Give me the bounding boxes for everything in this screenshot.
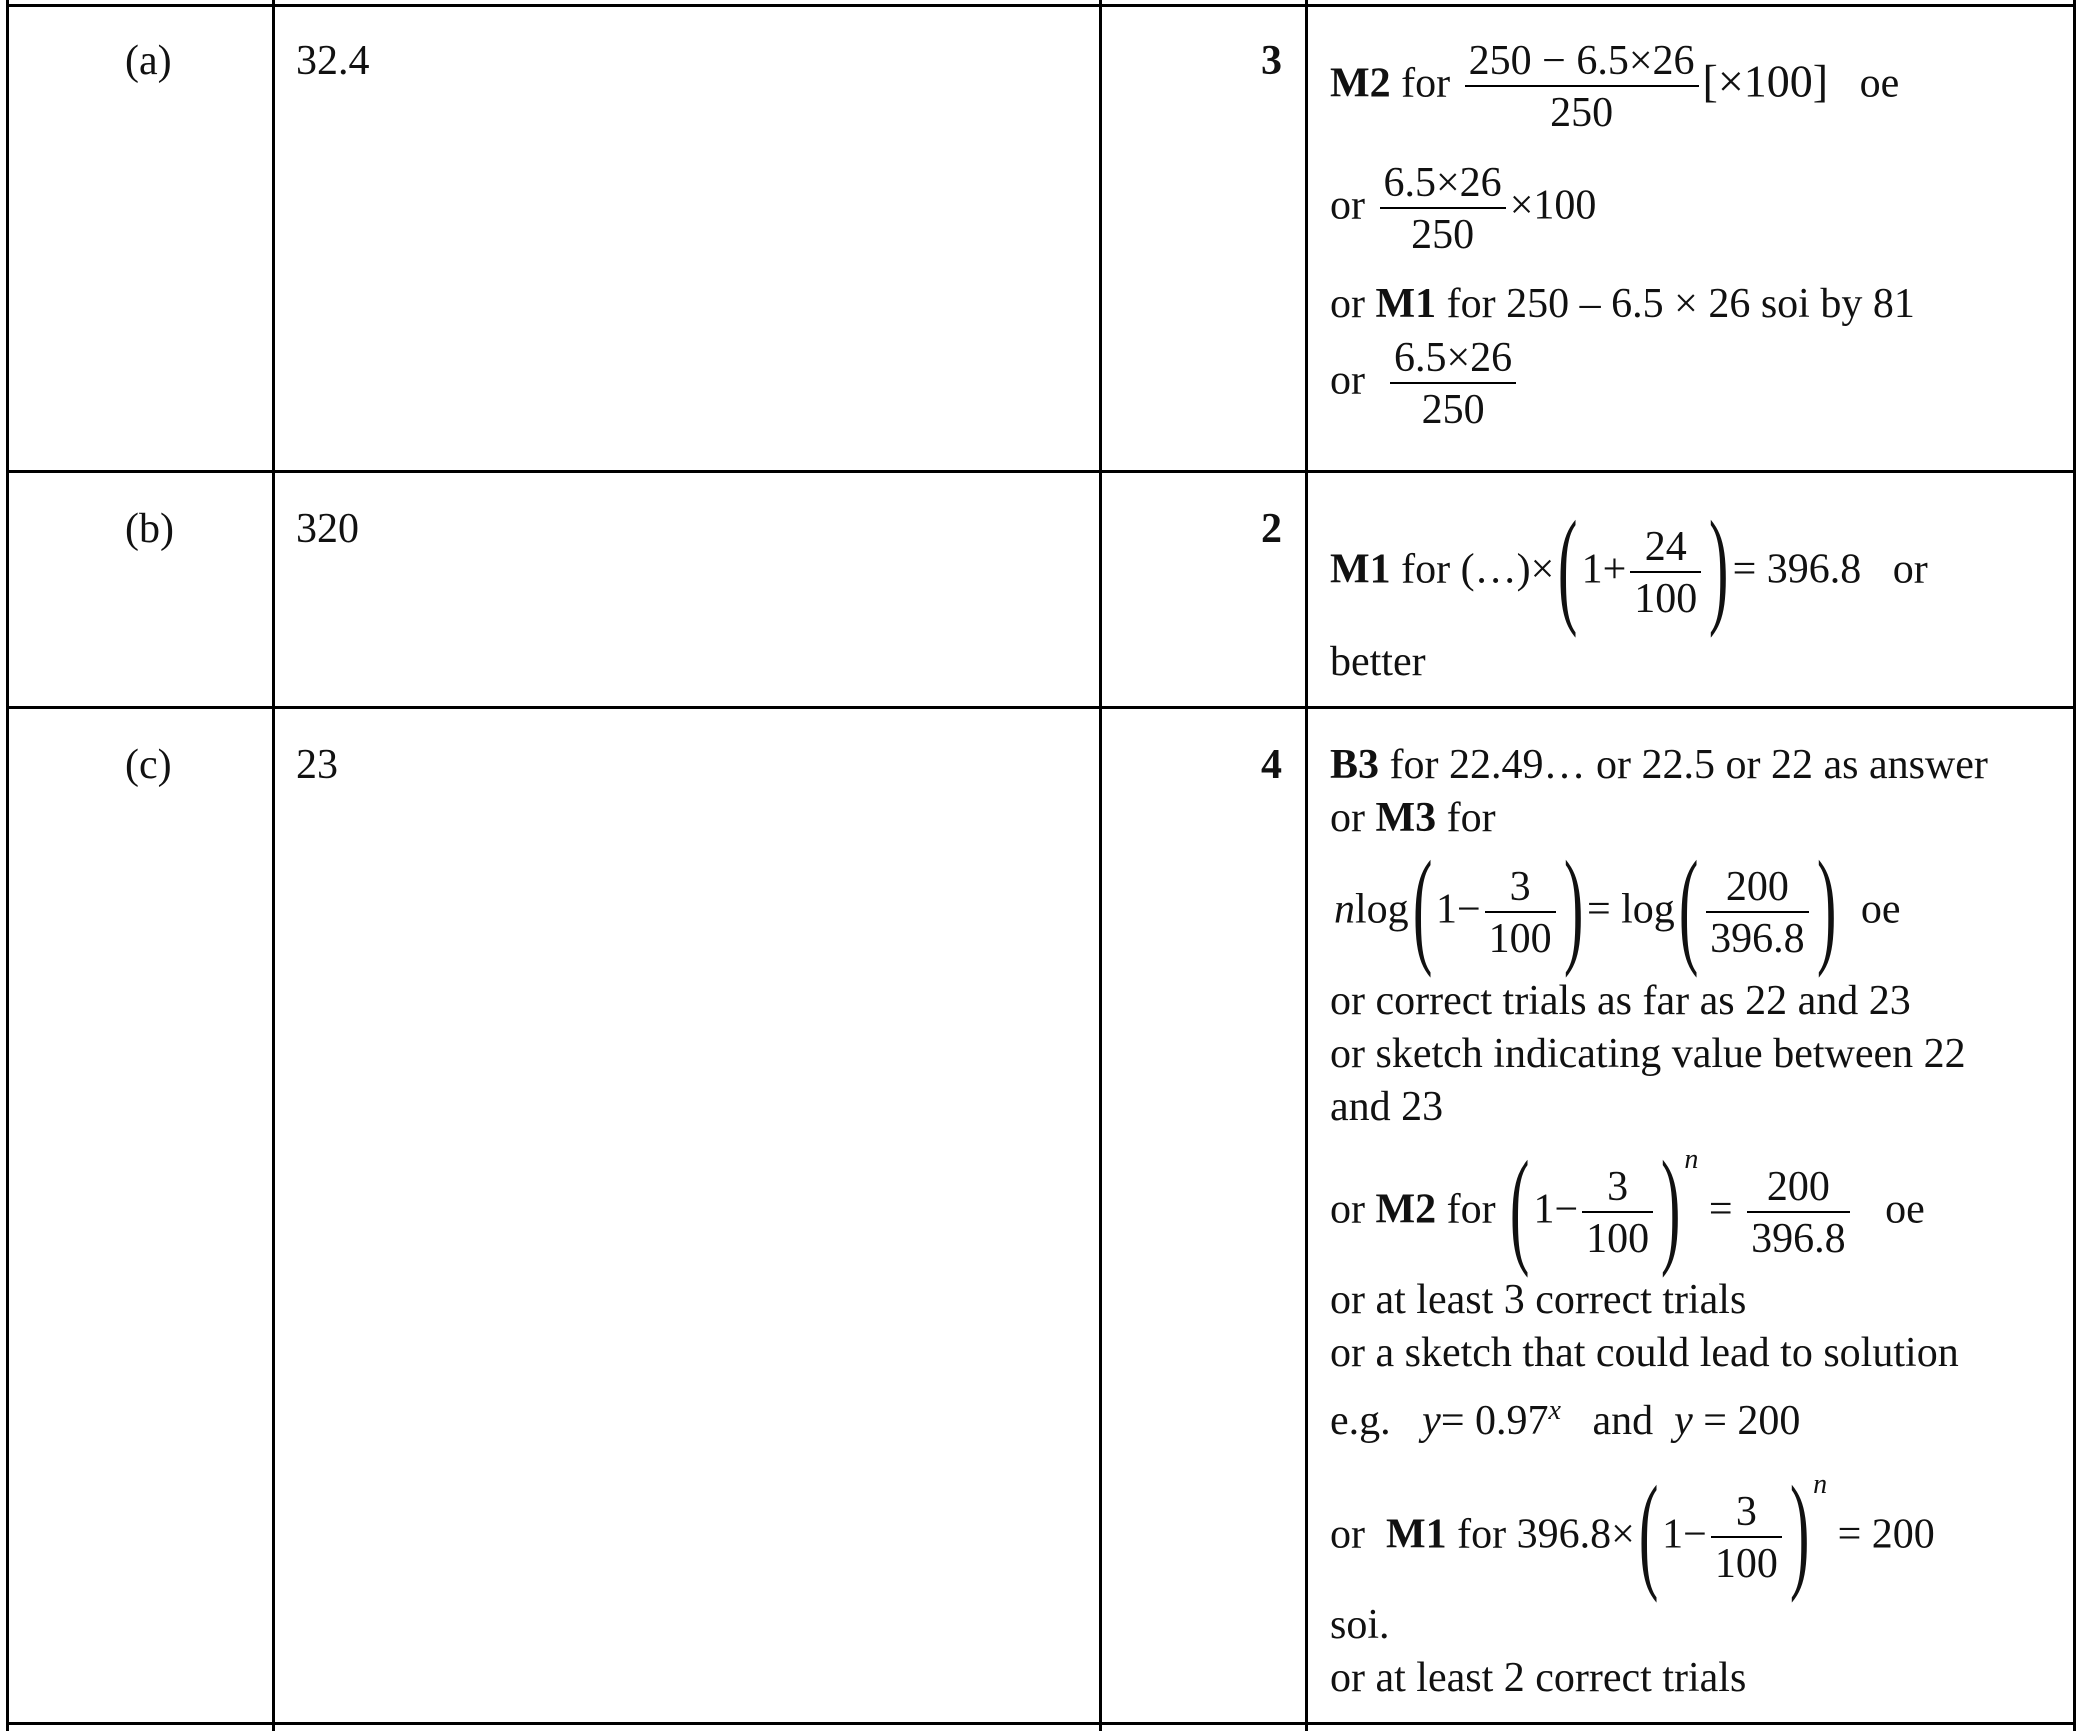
answer-cell: 32.4 — [296, 38, 370, 84]
guidance-line: or sketch indicating value between 22 — [1330, 1031, 1966, 1077]
column-divider-3 — [1305, 0, 1308, 1731]
guidance-line: or $\frac{6.5\times 26}{250}$ — [1330, 337, 1520, 431]
column-divider-2 — [1099, 0, 1102, 1731]
guidance-line: or a sketch that could lead to solution — [1330, 1330, 1959, 1376]
marks-cell: 4 — [1261, 742, 1282, 788]
guidance-line: or M1 for 396.8×(1− $\frac{3}{100}$ ) $^n$ = 200 — [1330, 1460, 1935, 1604]
guidance-line: or at least 3 correct trials — [1330, 1277, 1747, 1323]
fraction: $\frac{3}{100}$ — [1582, 1166, 1653, 1260]
part-label: (b) — [125, 506, 174, 552]
guidance-line: nlog(1− $\frac{3}{100}$ )= log( $\frac{200}{396.8}$ ) oe — [1334, 835, 1901, 979]
row-border-top — [6, 4, 2076, 7]
fraction: $\frac{24}{100}$ — [1630, 526, 1701, 620]
table-border-right — [2073, 0, 2076, 1731]
marks-cell: 2 — [1261, 506, 1282, 552]
guidance-line: e.g. $y= 0.97^x$ and y = 200 — [1330, 1395, 1801, 1444]
row-border-b-c — [6, 706, 2076, 709]
guidance-line: or at least 2 correct trials — [1330, 1655, 1747, 1701]
guidance-line: and 23 — [1330, 1084, 1444, 1130]
fraction: $\frac{200}{396.8}$ — [1747, 1166, 1850, 1260]
guidance-line: or $\frac{6.5\times 26}{250}$ ×100 — [1330, 160, 1597, 258]
answer-cell: 23 — [296, 742, 338, 788]
part-label: (c) — [125, 742, 172, 788]
guidance-line: or M2 for (1− $\frac{3}{100}$ ) $^n$ = $\frac{200}{396.8}$ oe — [1330, 1135, 1925, 1279]
guidance-line: B3 for 22.49… or 22.5 or 22 as answer — [1330, 742, 1988, 788]
part-label: (a) — [125, 38, 172, 84]
fraction: $\frac{6.5\times 26}{250}$ — [1380, 162, 1506, 256]
guidance-line: or correct trials as far as 22 and 23 — [1330, 978, 1911, 1024]
table-border-left — [6, 0, 9, 1731]
guidance-line: better — [1330, 639, 1426, 685]
guidance-line: or M3 for — [1330, 795, 1496, 841]
column-divider-1 — [272, 0, 275, 1731]
marks-cell: 3 — [1261, 38, 1282, 84]
guidance-line: or M1 for 250 – 6.5 × 26 soi by 81 — [1330, 281, 1915, 327]
row-border-bottom — [6, 1722, 2076, 1725]
guidance-line: M1 for (…)×(1+ $\frac{24}{100}$ )= 396.8 or — [1330, 495, 1928, 639]
row-border-a-b — [6, 470, 2076, 473]
answer-cell: 320 — [296, 506, 359, 552]
guidance-line: soi. — [1330, 1602, 1390, 1648]
fraction: $\frac{3}{100}$ — [1485, 866, 1556, 960]
fraction: $\frac{3}{100}$ — [1711, 1491, 1782, 1585]
fraction: $\frac{6.5\times 26}{250}$ — [1390, 337, 1516, 431]
fraction: $\frac{250 - 6.5\times 26}{250}$ — [1465, 40, 1699, 134]
fraction: $\frac{200}{396.8}$ — [1706, 866, 1809, 960]
guidance-line: M2 for $\frac{250 - 6.5\times 26}{250}$ [×100] oe — [1330, 38, 1900, 136]
